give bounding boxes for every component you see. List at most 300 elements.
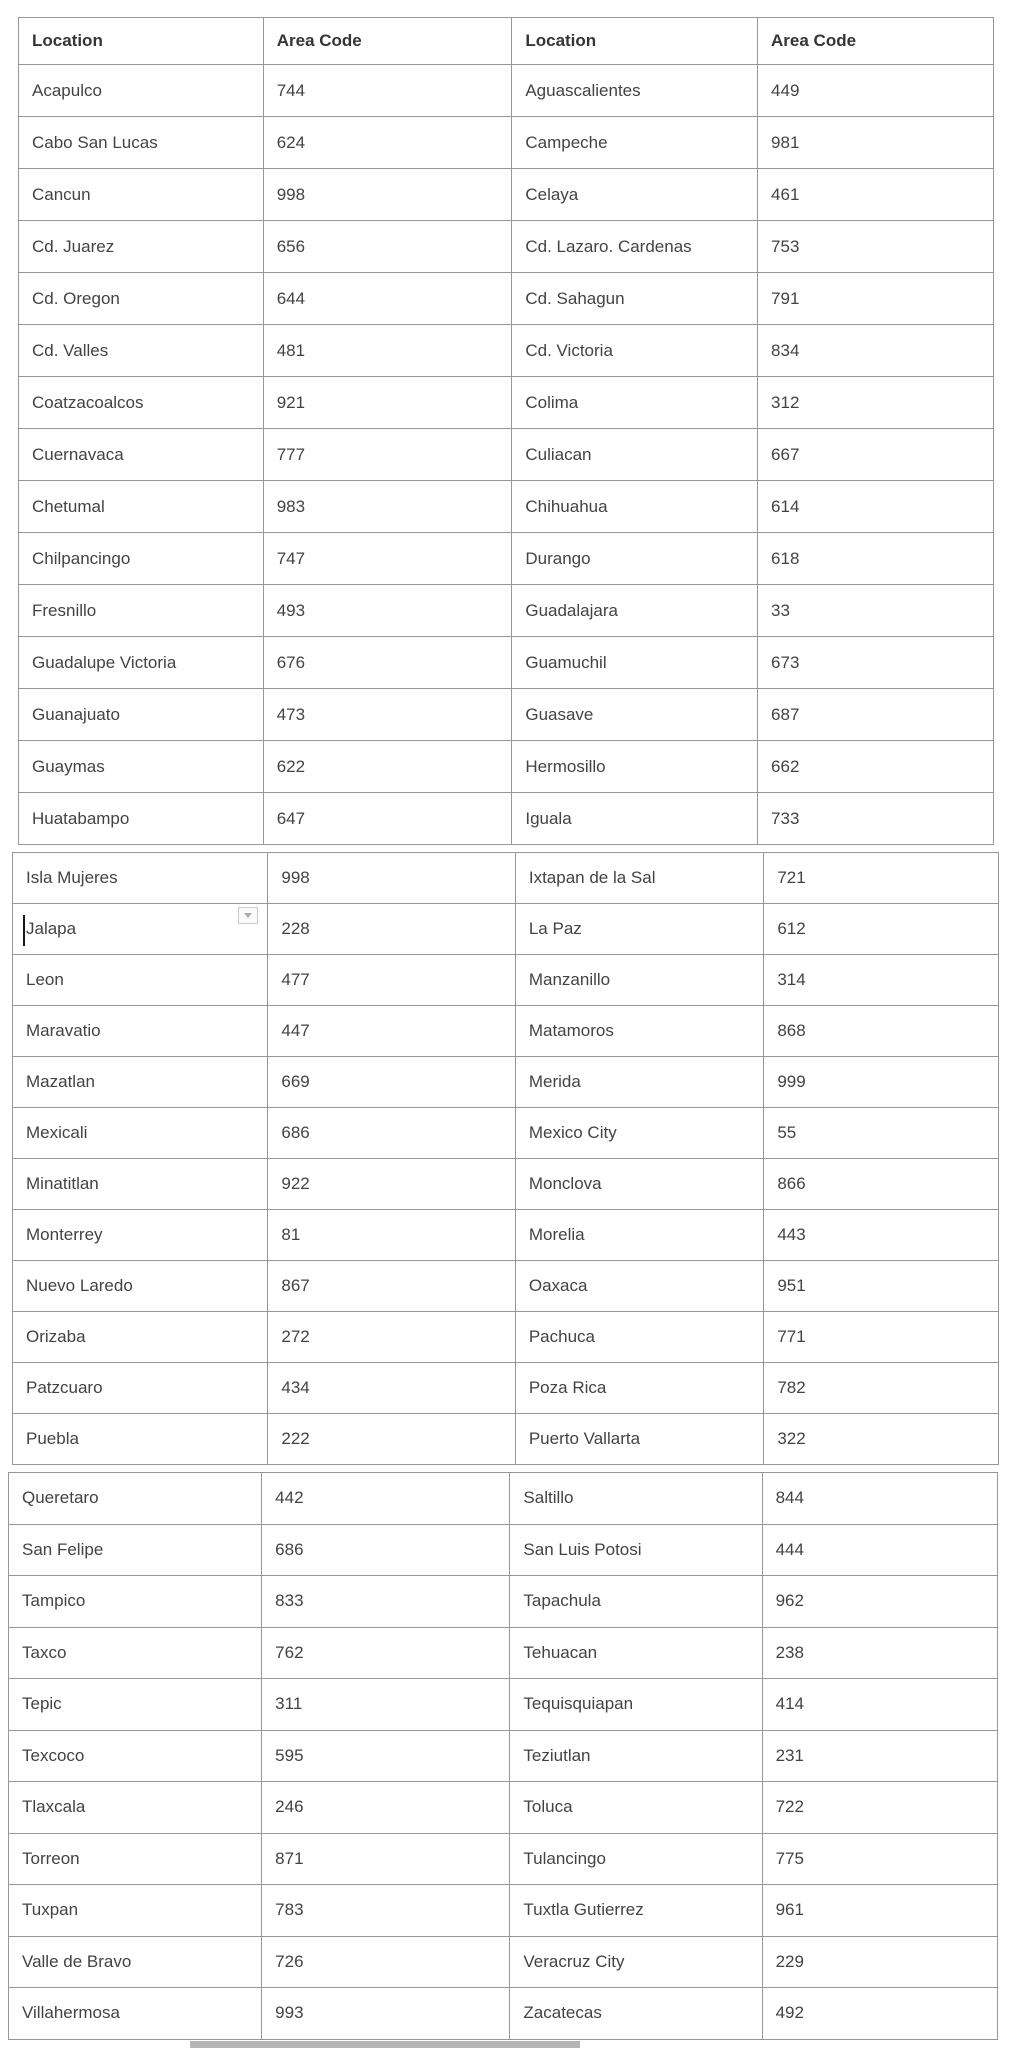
- location-cell[interactable]: [19, 533, 264, 585]
- location-cell[interactable]: [9, 1627, 262, 1679]
- location-cell[interactable]: [19, 429, 264, 481]
- area-code-cell[interactable]: [268, 1261, 515, 1312]
- location-cell[interactable]: [9, 1524, 262, 1576]
- cell-text: Puebla: [26, 1429, 79, 1448]
- area-code-cell[interactable]: [758, 325, 994, 377]
- table-row: [13, 1108, 999, 1159]
- area-code-cell[interactable]: [762, 1473, 997, 1525]
- location-cell[interactable]: [13, 955, 268, 1006]
- cell-text: 612: [777, 919, 806, 938]
- cell-text: 775: [775, 1848, 804, 1868]
- cell-text: 229: [775, 1951, 804, 1971]
- area-code-cell[interactable]: [764, 1363, 999, 1414]
- location-cell[interactable]: [19, 117, 264, 169]
- location-cell[interactable]: [13, 853, 268, 904]
- cell-text: Poza Rica: [528, 1378, 607, 1397]
- area-code-cell[interactable]: [268, 904, 515, 955]
- cell-text: Nuevo Laredo: [26, 1276, 133, 1295]
- location-cell[interactable]: [510, 1627, 762, 1679]
- area-code-cell[interactable]: [268, 1363, 515, 1414]
- location-cell[interactable]: [19, 377, 264, 429]
- cell-text: Valle de Bravo: [22, 1951, 132, 1971]
- area-code-cell[interactable]: [262, 1782, 510, 1834]
- location-cell[interactable]: [512, 481, 758, 533]
- cell-text: Guamuchil: [525, 652, 607, 672]
- cell-text: 228: [281, 919, 310, 938]
- area-code-cell[interactable]: [764, 1261, 999, 1312]
- location-cell[interactable]: [13, 1414, 268, 1465]
- location-cell[interactable]: [13, 1210, 268, 1261]
- cell-text: 921: [276, 392, 306, 412]
- area-code-cell[interactable]: [263, 65, 512, 117]
- cell-text: 477: [281, 970, 310, 989]
- table-row: [19, 377, 994, 429]
- location-cell[interactable]: [510, 1473, 762, 1525]
- cell-text: Morelia: [528, 1225, 585, 1244]
- location-cell[interactable]: [515, 1159, 763, 1210]
- cell-text: 753: [771, 236, 800, 256]
- table-row: [9, 1936, 998, 1988]
- cell-text: 449: [771, 80, 800, 100]
- cell-text: 998: [281, 868, 310, 887]
- cell-text: 961: [775, 1900, 804, 1920]
- area-code-cell[interactable]: [758, 793, 994, 845]
- area-code-cell[interactable]: [268, 955, 515, 1006]
- location-cell[interactable]: [9, 1576, 262, 1628]
- area-code-cell[interactable]: [762, 1679, 997, 1731]
- cell-text: Teziutlan: [523, 1745, 591, 1765]
- cell-text: Cd. Sahagun: [525, 288, 625, 308]
- table-row: [19, 481, 994, 533]
- area-code-cell[interactable]: [263, 429, 512, 481]
- cell-text: 447: [281, 1021, 310, 1040]
- cell-text: 614: [771, 496, 800, 516]
- area-code-cell[interactable]: [764, 1006, 999, 1057]
- location-cell[interactable]: [512, 377, 758, 429]
- location-cell[interactable]: [510, 1782, 762, 1834]
- cell-text: Culiacan: [525, 444, 592, 464]
- area-code-cell[interactable]: [268, 1057, 515, 1108]
- cell-text: 647: [276, 808, 306, 828]
- location-cell[interactable]: [9, 1679, 262, 1731]
- area-code-cell[interactable]: [764, 1159, 999, 1210]
- location-cell[interactable]: [515, 853, 763, 904]
- cell-text: 777: [276, 444, 306, 464]
- area-code-cell[interactable]: [762, 1782, 997, 1834]
- area-code-cell[interactable]: [263, 325, 512, 377]
- area-code-cell[interactable]: [762, 1524, 997, 1576]
- cell-text: Cancun: [32, 184, 91, 204]
- cell-text: 721: [777, 868, 806, 887]
- area-code-cell[interactable]: [762, 1885, 997, 1937]
- cell-text: 844: [775, 1488, 804, 1508]
- location-cell[interactable]: [515, 904, 763, 955]
- cell-text: 33: [771, 600, 790, 620]
- cell-text: Jalapa: [26, 919, 77, 938]
- area-code-cell[interactable]: [268, 1006, 515, 1057]
- location-cell[interactable]: [13, 1312, 268, 1363]
- location-cell[interactable]: [515, 1057, 763, 1108]
- area-code-cell[interactable]: [758, 117, 994, 169]
- area-code-cell[interactable]: [262, 1524, 510, 1576]
- cell-text: Pachuca: [528, 1327, 596, 1346]
- location-cell[interactable]: [512, 741, 758, 793]
- area-code-cell[interactable]: [758, 637, 994, 689]
- cell-text: San Felipe: [22, 1539, 104, 1559]
- cell-text: 231: [775, 1745, 804, 1765]
- cell-text: Leon: [26, 970, 64, 989]
- header-area-code-right: Area Code: [758, 18, 994, 65]
- table-row: [19, 637, 994, 689]
- location-cell[interactable]: [19, 481, 264, 533]
- area-code-cell[interactable]: [262, 1833, 510, 1885]
- cell-text: 314: [777, 970, 806, 989]
- location-cell[interactable]: [13, 1159, 268, 1210]
- cell-text: Huatabampo: [32, 808, 130, 828]
- location-cell[interactable]: [19, 65, 264, 117]
- location-cell[interactable]: [510, 1524, 762, 1576]
- table-row: [13, 853, 999, 904]
- area-code-cell[interactable]: [758, 169, 994, 221]
- cell-text: 833: [275, 1591, 304, 1611]
- table-row: [9, 1473, 998, 1525]
- area-code-cell[interactable]: [263, 169, 512, 221]
- area-code-cell[interactable]: [764, 904, 999, 955]
- location-cell[interactable]: [19, 273, 264, 325]
- cell-text: 686: [275, 1539, 304, 1559]
- cell-text: Toluca: [523, 1797, 573, 1817]
- area-code-cell[interactable]: [262, 1627, 510, 1679]
- area-code-cell[interactable]: [762, 1936, 997, 1988]
- table-row: [19, 429, 994, 481]
- location-cell[interactable]: [9, 1885, 262, 1937]
- cell-text: Puerto Vallarta: [528, 1429, 641, 1448]
- cell-text: 733: [771, 808, 800, 828]
- location-cell[interactable]: [13, 1363, 268, 1414]
- cell-text: Coatzacoalcos: [32, 392, 144, 412]
- location-cell[interactable]: [19, 221, 264, 273]
- location-cell[interactable]: [510, 1885, 762, 1937]
- location-cell[interactable]: [510, 1988, 762, 2040]
- table-row: [9, 1833, 998, 1885]
- location-cell[interactable]: [512, 429, 758, 481]
- cell-text: Isla Mujeres: [26, 868, 118, 887]
- cell-text: 999: [777, 1072, 806, 1091]
- cell-text: Guaymas: [32, 756, 105, 776]
- location-cell[interactable]: [512, 221, 758, 273]
- table-row: [13, 1414, 999, 1465]
- location-cell[interactable]: [510, 1576, 762, 1628]
- table-row: [13, 1057, 999, 1108]
- area-code-cell[interactable]: [762, 1988, 997, 2040]
- location-cell[interactable]: [512, 637, 758, 689]
- location-cell[interactable]: [13, 904, 268, 955]
- area-code-table-part-2: [12, 852, 999, 1465]
- location-cell[interactable]: [512, 273, 758, 325]
- table-row: [9, 1524, 998, 1576]
- table-row: [13, 1363, 999, 1414]
- table-row: [19, 221, 994, 273]
- area-code-cell[interactable]: [268, 1159, 515, 1210]
- cell-text: 644: [276, 288, 306, 308]
- table-row: [19, 65, 994, 117]
- location-cell[interactable]: [512, 533, 758, 585]
- cell-text: 983: [276, 496, 306, 516]
- area-code-cell[interactable]: [263, 585, 512, 637]
- cell-text: 762: [275, 1642, 304, 1662]
- area-code-cell[interactable]: [268, 1414, 515, 1465]
- location-cell[interactable]: [515, 1261, 763, 1312]
- area-code-cell[interactable]: [263, 481, 512, 533]
- cell-text: 868: [777, 1021, 806, 1040]
- area-code-table-part-1: [18, 17, 994, 845]
- cell-text: 55: [777, 1123, 797, 1142]
- area-code-cell[interactable]: [764, 955, 999, 1006]
- location-cell[interactable]: [19, 637, 264, 689]
- cell-text: 595: [275, 1745, 304, 1765]
- location-cell[interactable]: [515, 1108, 763, 1159]
- location-cell[interactable]: [19, 741, 264, 793]
- area-code-cell[interactable]: [268, 1108, 515, 1159]
- location-cell[interactable]: [19, 585, 264, 637]
- location-cell[interactable]: [515, 1363, 763, 1414]
- cell-text: 444: [775, 1539, 804, 1559]
- cell-text: Cuernavaca: [32, 444, 124, 464]
- area-code-cell[interactable]: [263, 793, 512, 845]
- area-code-cell[interactable]: [263, 689, 512, 741]
- cell-text: Chetumal: [32, 496, 105, 516]
- cell-text: Guadalajara: [525, 600, 618, 620]
- table-row: [19, 585, 994, 637]
- cell-text: Mazatlan: [26, 1072, 95, 1091]
- table-row: [13, 1159, 999, 1210]
- area-code-cell[interactable]: [764, 1057, 999, 1108]
- cell-text: Texcoco: [22, 1745, 85, 1765]
- area-code-cell[interactable]: [758, 533, 994, 585]
- location-cell[interactable]: [9, 1473, 262, 1525]
- cell-text: Cd. Juarez: [32, 236, 115, 256]
- table-row: [9, 1988, 998, 2040]
- area-code-cell[interactable]: [758, 429, 994, 481]
- cell-text: 744: [276, 80, 306, 100]
- area-code-cell[interactable]: [758, 585, 994, 637]
- area-code-cell[interactable]: [263, 741, 512, 793]
- table-row: [9, 1885, 998, 1937]
- header-area-code-left: Area Code: [263, 18, 512, 65]
- cell-text: Mexico City: [528, 1123, 617, 1142]
- area-code-cell[interactable]: [262, 1885, 510, 1937]
- location-cell[interactable]: [9, 1936, 262, 1988]
- location-cell[interactable]: [13, 1108, 268, 1159]
- cell-text: Mexicali: [26, 1123, 88, 1142]
- cell-text: 667: [771, 444, 800, 464]
- table-row: [13, 955, 999, 1006]
- cell-text: 747: [276, 548, 306, 568]
- cell-text: 722: [775, 1797, 804, 1817]
- area-code-cell[interactable]: [263, 273, 512, 325]
- area-code-cell[interactable]: [758, 221, 994, 273]
- area-code-cell[interactable]: [762, 1730, 997, 1782]
- area-code-cell[interactable]: [762, 1627, 997, 1679]
- location-cell[interactable]: [510, 1833, 762, 1885]
- cell-text: 922: [281, 1174, 310, 1193]
- area-code-cell[interactable]: [262, 1988, 510, 2040]
- cell-text: Oaxaca: [528, 1276, 588, 1295]
- cell-text: 618: [771, 548, 800, 568]
- cell-text: 834: [771, 340, 800, 360]
- location-cell[interactable]: [510, 1730, 762, 1782]
- area-code-cell[interactable]: [764, 1414, 999, 1465]
- location-cell[interactable]: [512, 793, 758, 845]
- location-cell[interactable]: [19, 689, 264, 741]
- cell-text: Queretaro: [22, 1488, 99, 1508]
- location-cell[interactable]: [19, 325, 264, 377]
- cell-text: 81: [281, 1225, 301, 1244]
- cell-text: Tampico: [22, 1591, 86, 1611]
- table-row: [13, 1006, 999, 1057]
- area-code-cell[interactable]: [263, 117, 512, 169]
- cell-text: 782: [777, 1378, 806, 1397]
- cell-text: 993: [275, 2003, 304, 2023]
- cell-text: Taxco: [22, 1642, 67, 1662]
- location-cell[interactable]: [510, 1936, 762, 1988]
- area-code-cell[interactable]: [262, 1473, 510, 1525]
- cell-text: 871: [275, 1848, 304, 1868]
- location-cell[interactable]: [512, 325, 758, 377]
- cell-text: Tlaxcala: [22, 1797, 86, 1817]
- header-location-left: Location: [19, 18, 264, 65]
- header-location-right: Location: [512, 18, 758, 65]
- cell-text: 687: [771, 704, 800, 724]
- location-cell[interactable]: [13, 1006, 268, 1057]
- area-code-cell[interactable]: [758, 377, 994, 429]
- table-row: [9, 1679, 998, 1731]
- area-code-cell[interactable]: [262, 1730, 510, 1782]
- cell-text: Tepic: [22, 1694, 62, 1714]
- cell-text: Aguascalientes: [525, 80, 641, 100]
- area-code-cell[interactable]: [758, 65, 994, 117]
- area-code-cell[interactable]: [762, 1833, 997, 1885]
- area-code-cell[interactable]: [268, 853, 515, 904]
- cell-text: 662: [771, 756, 800, 776]
- location-cell[interactable]: [9, 1988, 262, 2040]
- area-code-cell[interactable]: [764, 1210, 999, 1261]
- area-code-cell[interactable]: [758, 741, 994, 793]
- cell-text: Fresnillo: [32, 600, 97, 620]
- cell-text: Hermosillo: [525, 756, 606, 776]
- area-code-cell[interactable]: [764, 853, 999, 904]
- location-cell[interactable]: [515, 1312, 763, 1363]
- location-cell[interactable]: [9, 1730, 262, 1782]
- cell-text: 222: [281, 1429, 310, 1448]
- cell-text: Manzanillo: [528, 970, 611, 989]
- area-code-cell[interactable]: [758, 689, 994, 741]
- location-cell[interactable]: [512, 65, 758, 117]
- cell-text: Orizaba: [26, 1327, 86, 1346]
- location-cell[interactable]: [515, 1414, 763, 1465]
- location-cell[interactable]: [19, 793, 264, 845]
- cell-text: Guasave: [525, 704, 594, 724]
- location-cell[interactable]: [512, 169, 758, 221]
- location-cell[interactable]: [515, 955, 763, 1006]
- cell-text: Durango: [525, 548, 591, 568]
- cell-text: La Paz: [528, 919, 582, 938]
- location-cell[interactable]: [13, 1057, 268, 1108]
- table-row: [19, 533, 994, 585]
- location-cell[interactable]: [515, 1210, 763, 1261]
- table-row: [13, 1210, 999, 1261]
- cell-text: 272: [281, 1327, 310, 1346]
- cell-text: Celaya: [525, 184, 579, 204]
- cell-text: Cd. Oregon: [32, 288, 120, 308]
- area-code-cell[interactable]: [263, 377, 512, 429]
- table-row: [13, 1312, 999, 1363]
- cell-text: Tehuacan: [523, 1642, 598, 1662]
- cell-text: Tequisquiapan: [523, 1694, 634, 1714]
- cell-text: Minatitlan: [26, 1174, 99, 1193]
- location-cell[interactable]: [19, 169, 264, 221]
- area-code-cell[interactable]: [262, 1679, 510, 1731]
- area-code-cell[interactable]: [262, 1936, 510, 1988]
- table-row: [19, 169, 994, 221]
- cell-text: Monclova: [528, 1174, 602, 1193]
- header-row: [19, 18, 994, 65]
- area-code-cell[interactable]: [764, 1108, 999, 1159]
- cell-text: Tapachula: [523, 1591, 601, 1611]
- cell-text: 783: [275, 1900, 304, 1920]
- table-row: [19, 689, 994, 741]
- cell-text: Guanajuato: [32, 704, 120, 724]
- cell-text: 473: [276, 704, 306, 724]
- area-code-cell[interactable]: [263, 221, 512, 273]
- cell-text: Chilpancingo: [32, 548, 131, 568]
- cell-text: Acapulco: [32, 80, 102, 100]
- location-cell[interactable]: [510, 1679, 762, 1731]
- cell-text: San Luis Potosi: [523, 1539, 642, 1559]
- area-code-cell[interactable]: [263, 533, 512, 585]
- cell-text: 414: [775, 1694, 804, 1714]
- area-code-cell[interactable]: [263, 637, 512, 689]
- cell-text: 322: [777, 1429, 806, 1448]
- location-cell[interactable]: [515, 1006, 763, 1057]
- area-code-cell[interactable]: [758, 481, 994, 533]
- location-cell[interactable]: [512, 585, 758, 637]
- area-code-cell[interactable]: [262, 1576, 510, 1628]
- text-cursor: [23, 915, 25, 946]
- cell-dropdown-button[interactable]: [238, 907, 258, 924]
- cell-text: 434: [281, 1378, 310, 1397]
- area-code-cell[interactable]: [758, 273, 994, 325]
- cell-text: 771: [777, 1327, 806, 1346]
- cell-text: 311: [275, 1694, 303, 1714]
- cell-text: Cd. Lazaro. Cardenas: [525, 236, 692, 256]
- location-cell[interactable]: [512, 117, 758, 169]
- area-code-cell[interactable]: [764, 1312, 999, 1363]
- location-cell[interactable]: [512, 689, 758, 741]
- area-code-cell[interactable]: [762, 1576, 997, 1628]
- cell-text: Ixtapan de la Sal: [528, 868, 656, 887]
- location-cell[interactable]: [13, 1261, 268, 1312]
- cell-text: 791: [771, 288, 800, 308]
- cell-text: 962: [775, 1591, 804, 1611]
- location-cell[interactable]: [9, 1833, 262, 1885]
- table-row: [19, 117, 994, 169]
- area-code-cell[interactable]: [268, 1312, 515, 1363]
- area-code-cell[interactable]: [268, 1210, 515, 1261]
- table-row: [19, 793, 994, 845]
- location-cell[interactable]: [9, 1782, 262, 1834]
- cell-text: Chihuahua: [525, 496, 608, 516]
